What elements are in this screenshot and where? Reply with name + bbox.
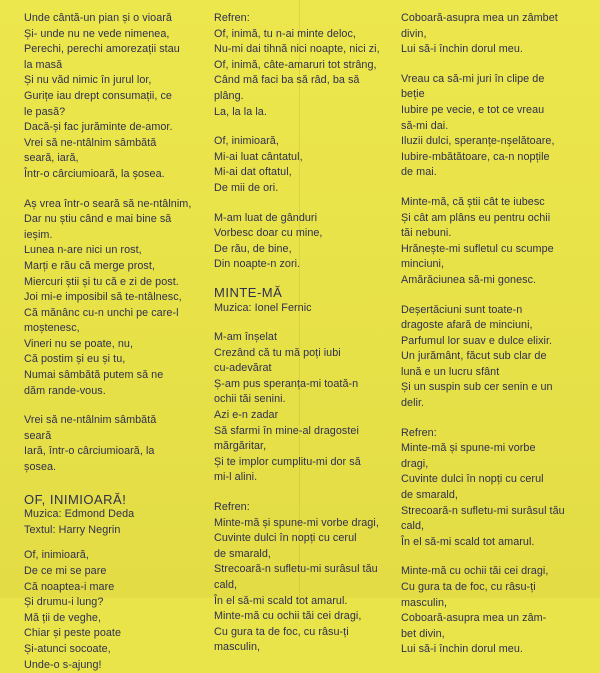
lyric-line: Crezând că tu mă poți iubi [214,346,341,359]
lyric-line: Că noaptea-i mare [24,580,115,593]
lyric-line: dragoste afară de minciuni, [401,319,533,332]
lyric-line: ochii tăi senini. [214,393,286,406]
lyric-line: minciuni, [401,258,445,271]
lyric-line: Strecoară-n sufletu-mi surâsul tău [214,563,378,576]
verse-block [401,195,587,289]
lyric-line: mărgăritar, [214,440,267,453]
lyric-line: șosea. [24,461,57,474]
lyric-line: De ce mi se pare [24,565,107,577]
lyric-line: Amărăciunea să-mi gonesc. [401,273,537,286]
lyric-line: Ș-am pus speranța-mi toată-n [214,377,359,390]
lyric-line: Când mă faci ba să râd, ba să [214,74,360,87]
verse-block [24,197,204,400]
verse-block [24,548,204,673]
lyric-line: Minte-mă, că știi cât te iubesc [401,195,545,208]
lyric-line: de smarald, [214,547,271,560]
lyric-line: Și drumu-i lung? [24,596,104,609]
lyrics-column-3 [401,11,587,658]
lyric-line: tăi nebuni. [401,227,452,240]
lyric-line: seară, iară, [24,152,79,165]
lyric-line: De mii de ori. [214,181,279,194]
lyric-line: M-am luat de gânduri [214,211,318,224]
lyric-line: Refren: [214,12,250,24]
lyric-line: Nu-mi dai tihnă nici noapte, nici zi, [214,43,380,56]
lyric-line: Cu gura ta de foc, cu râsu-ți [401,581,536,593]
lyric-line: Vrei să ne-ntâlnim sâmbătă [24,136,157,149]
song-credits [214,301,392,317]
lyric-line: Lunea n-are nici un rost, [24,244,142,257]
lyric-line: Cu gura ta de foc, cu râsu-ți [214,625,349,638]
lyric-line: Iubire-mbătătoare, ca-n nopțile [401,150,550,163]
lyric-line: mi-l alini. [214,471,258,484]
lyric-line: Numai sâmbătă putem să ne [24,369,164,382]
lyric-line: dăm rande-vous. [24,384,106,397]
lyric-line: La, la la la. [214,105,267,118]
lyric-line: Unde cântă-un pian și o vioară [24,12,172,24]
song-title: OF, INIMIOARĂ! [24,491,127,507]
lyric-line: Mi-ai luat cântatul, [214,150,303,163]
lyric-line: Iubire pe vecie, e tot ce vreau [401,103,545,116]
lyric-line: Muzica: Ionel Fernic [214,301,312,314]
lyric-line: Din noapte-n zori. [214,258,301,271]
lyric-line: Lui să-i închin dorul meu. [401,43,523,56]
lyric-line: Refren: [214,501,250,514]
lyric-line: Unde-o s-ajung! [24,658,102,671]
refrain-block [214,500,392,656]
lyric-line: Mă ții de veghe, [24,611,102,624]
lyric-line: Un jurământ, făcut sub clar de [401,350,547,363]
lyric-line: Perechi, perechi amorezații stau [24,43,180,56]
lyric-line: Marți e rău că merge prost, [24,259,155,272]
verse-block [401,11,587,58]
lyric-line: Dacă-și fac jurăminte de-amor. [24,121,173,134]
refrain-block [401,426,587,551]
lyric-line: Și- unde nu ne vede nimenea, [24,27,170,40]
verse-block [401,72,587,181]
verse-block [401,303,587,412]
lyric-line: dragi, [401,457,429,470]
lyric-line: la masă [24,58,63,71]
lyric-line: Și un suspin sub cer senin e un [401,381,553,394]
lyric-line: Vineri nu se poate, nu, [24,337,133,350]
verse-block [401,564,587,658]
lyric-line: Într-o cârciumioară, la șosea. [24,167,165,180]
lyric-line: moștenesc, [24,322,80,335]
lyric-line: Parfumul lor suav e dulce elixir. [401,334,553,347]
lyric-line: Cuvinte dulci în nopți cu cerul [214,532,357,545]
lyric-line: Minte-mă cu ochii tăi cei dragi, [401,565,549,578]
lyric-line: le pasă? [24,105,66,118]
lyric-line: Cuvinte dulci în nopți cu cerul [401,473,544,486]
lyric-line: Mi-ai dat oftatul, [214,166,292,179]
lyric-line: Și-atunci socoate, [24,642,111,655]
lyric-line: lună e un lucru sfânt [401,365,500,378]
lyric-line: bet divin, [401,627,445,640]
lyric-line: M-am înșelat [214,331,277,344]
lyric-line: Minte-mă cu ochii tăi cei dragi, [214,610,362,623]
lyric-line: În el să-mi scald tot amarul. [401,535,535,548]
song-title: MINTE-MĂ [214,284,283,300]
lyric-line: Chiar și peste poate [24,627,122,640]
lyric-line: Aș vrea într-o seară să ne-ntâlnim, [24,197,192,210]
lyric-line: Vrei să ne-ntâlnim sâmbătă [24,414,157,427]
lyric-line: seară [24,429,52,442]
lyric-line: să-mi dai. [401,119,449,132]
lyric-line: Textul: Harry Negrin [24,523,121,536]
lyric-line: Și te implor cumplitu-mi dor să [214,455,361,468]
lyric-line: Dar nu știu când e mai bine să [24,213,172,226]
lyric-line: Vorbesc doar cu mine, [214,227,323,240]
lyric-line: De rău, de bine, [214,242,292,255]
lyric-line: Și cât am plâns eu pentru ochii [401,211,551,224]
lyric-line: Coboară-asupra mea un zâm- [401,612,547,625]
lyric-line: divin, [401,27,427,40]
refrain-block [214,11,392,120]
lyric-line: Of, inimioară, [214,135,279,148]
verse-block [214,330,392,486]
lyric-line: Azi e-n zadar [214,409,279,422]
lyric-line: Iluzii dulci, speranțe-nșelătoare, [401,135,555,148]
lyric-line: Și nu văd nimic în jurul lor, [24,74,152,87]
verse-block [24,11,204,183]
lyric-line: Minte-mă și spune-mi vorbe dragi, [214,516,379,529]
lyric-line: delir. [401,397,425,410]
lyric-line: Miercuri știi și tu că e zi de post. [24,275,179,288]
lyric-line: Că mănânc cu-n unchi pe care-l [24,306,179,319]
lyric-line: cald, [214,579,238,591]
lyric-line: ieșim. [24,228,53,241]
verse-block [214,134,392,196]
lyric-line: Lui să-i închin dorul meu. [401,643,523,656]
lyric-line: beție [401,88,425,101]
lyrics-column-2 [214,11,392,656]
lyric-line: Coboară-asupra mea un zâmbet [401,12,558,24]
lyric-line: Joi mi-e imposibil să te-ntâlnesc, [24,291,182,304]
lyric-line: Of, inimă, câte-amaruri tot strâng, [214,58,377,71]
lyric-line: de smarald, [401,489,458,502]
lyric-line: Gurițe iau drept consumații, ce [24,89,172,102]
lyric-line: Strecoară-n sufletu-mi surâsul tău [401,504,565,517]
lyric-line: masculin, [214,641,261,654]
lyric-line: În el să-mi scald tot amarul. [214,594,348,607]
song-credits [24,507,204,538]
lyric-line: Muzica: Edmond Deda [24,508,135,521]
lyric-line: Deșertăciuni sunt toate-n [401,303,523,316]
lyric-line: Refren: [401,426,437,439]
lyric-line: Of, inimioară, [24,549,89,562]
lyric-line: Of, inimă, tu n-ai minte deloc, [214,27,356,40]
lyric-line: Că postim și eu și tu, [24,353,126,366]
lyric-line: de mai. [401,166,437,179]
verse-block [24,413,204,475]
lyric-line: plâng. [214,89,244,102]
lyrics-column-1 [24,11,204,673]
lyric-line: Vreau ca să-mi juri în clipe de [401,72,545,85]
lyric-line: masculin, [401,596,448,609]
lyric-line: Să sfarmi în mine-al dragostei [214,424,359,437]
lyric-line: Hrănește-mi sufletul cu scumpe [401,242,554,255]
lyric-line: cu-adevărat [214,362,272,375]
lyric-line: cald, [401,520,425,533]
lyric-line: Minte-mă și spune-mi vorbe [401,442,536,455]
lyric-line: Iară, într-o cârciumioară, la [24,445,155,458]
verse-block [214,211,392,273]
